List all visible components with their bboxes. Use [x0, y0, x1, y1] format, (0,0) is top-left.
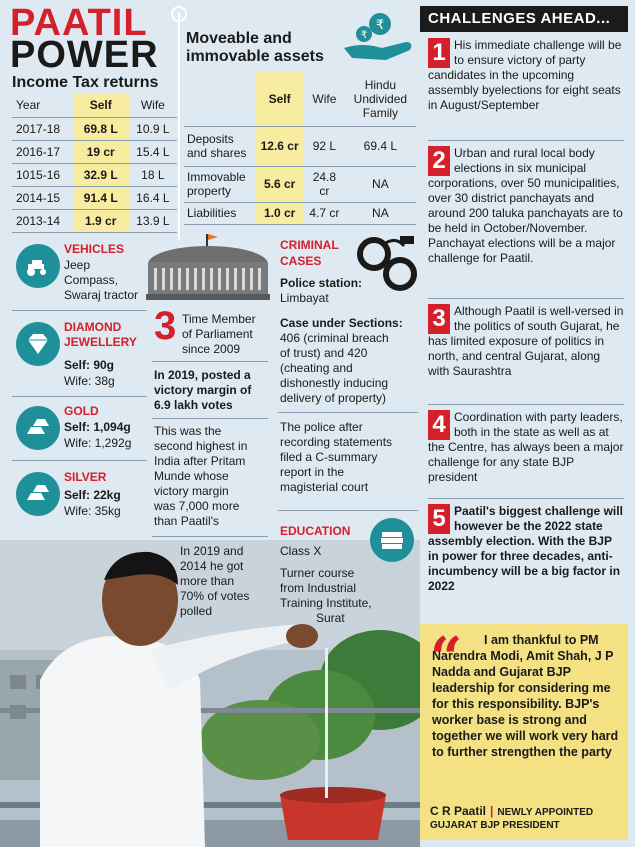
- quote-mark-icon: “: [430, 625, 463, 691]
- cell-huf: NA: [345, 166, 416, 202]
- svg-text:₹: ₹: [360, 30, 368, 41]
- second-line4: Munde whose: [154, 469, 229, 483]
- sections-line5: dishonestly inducing: [280, 376, 389, 390]
- title-line1: PAATIL: [10, 2, 148, 44]
- assets-heading: [186, 30, 324, 66]
- margin-line3: 6.9 lakh votes: [154, 398, 233, 412]
- title-line2: POWER: [10, 34, 159, 76]
- police-line3: filed a C-summary: [280, 450, 378, 464]
- challenge-item: [428, 304, 624, 379]
- quote-box: [420, 624, 628, 840]
- sections-line2: 406 (criminal breach: [280, 331, 389, 345]
- second-line6: was 7,000 more: [154, 499, 240, 513]
- vehicles-line3: Swaraj tractor: [64, 288, 139, 302]
- education-line5: Surat: [316, 611, 345, 625]
- table-header-row: [12, 94, 177, 117]
- cell-label: Liabilities: [184, 202, 255, 224]
- education-line3: from Industrial: [280, 581, 357, 595]
- challenge-text: Paatil's biggest challenge will however be the 2022 state assembly election. With the BJP in power for three decades, anti-incumbency will be a big factor in 2022: [428, 504, 623, 593]
- station-line1: Police station:: [280, 276, 363, 290]
- cell-label: Deposits and shares: [184, 126, 255, 166]
- handcuffs-icon: [356, 226, 420, 296]
- divider: [12, 396, 147, 397]
- table-row: [184, 126, 416, 166]
- cell-wife: 15.4 L: [129, 140, 177, 163]
- header-self: Self: [73, 94, 129, 117]
- police-line2: recording statements: [280, 435, 393, 449]
- books-icon: [370, 518, 414, 562]
- cell-huf: NA: [345, 202, 416, 224]
- cell-self: 12.6 cr: [255, 126, 304, 166]
- cell-year: 2013-14: [12, 209, 73, 232]
- vehicles-line1: Jeep: [64, 258, 91, 272]
- cell-wife: 16.4 L: [129, 186, 177, 209]
- gold-wife: Wife: 1,292g: [64, 436, 132, 450]
- sections-line1: Case under Sections:: [280, 316, 403, 330]
- cell-wife: 92 L: [304, 126, 345, 166]
- silver-title: SILVER: [64, 470, 107, 484]
- header-huf: Hindu Undivided Family: [345, 72, 416, 126]
- challenge-number: 5: [428, 504, 450, 534]
- cell-self: 5.6 cr: [255, 166, 304, 202]
- station-line2: Limbayat: [280, 291, 329, 305]
- margin-line2: victory margin of: [154, 383, 252, 397]
- gold-bars-icon: [16, 406, 60, 450]
- cell-label: Immovable property: [184, 166, 255, 202]
- money-hand-icon: [342, 8, 416, 62]
- cell-wife: 4.7 cr: [304, 202, 345, 224]
- income-tax-heading: Income Tax returns: [12, 74, 159, 91]
- diamond-title-line2: JEWELLERY: [64, 335, 137, 349]
- quote-separator: |: [490, 804, 494, 818]
- challenge-number: 3: [428, 304, 450, 334]
- parliament-line3: since 2009: [182, 342, 241, 356]
- divider: [428, 404, 624, 405]
- cell-wife: 13.9 L: [129, 209, 177, 232]
- challenge-item: [428, 504, 624, 594]
- gold-title: GOLD: [64, 404, 99, 418]
- quote-role-line2: GUJARAT BJP PRESIDENT: [430, 820, 560, 831]
- table-row: [12, 117, 177, 140]
- divider: [428, 140, 624, 141]
- divider: [152, 536, 268, 537]
- cell-self: 1.9 cr: [73, 209, 129, 232]
- divider: [278, 412, 418, 413]
- second-line5: victory margin: [154, 484, 229, 498]
- income-tax-table: [12, 94, 177, 233]
- challenge-text: Although Paatil is well-versed in the politics of south Gujarat, he has limited exposure of politics in north, and central Gujarat, along with Saurashtra: [428, 304, 624, 378]
- table-header-row: [184, 72, 416, 126]
- second-line1: This was the: [154, 424, 222, 438]
- svg-text:₹: ₹: [375, 18, 385, 33]
- votes-line5: polled: [180, 604, 213, 618]
- vehicles-title: VEHICLES: [64, 242, 125, 256]
- header-self: Self: [255, 72, 304, 126]
- challenges-heading: CHALLENGES AHEAD...: [420, 6, 628, 32]
- diamond-wife: Wife: 38g: [64, 374, 115, 388]
- table-row: [12, 163, 177, 186]
- header-year: Year: [12, 94, 73, 117]
- assets-heading-line1: Moveable and: [186, 30, 292, 47]
- sections-line3: of trust) and 420: [280, 346, 368, 360]
- table-row: [12, 186, 177, 209]
- quote-role-line1: NEWLY APPOINTED: [497, 807, 594, 818]
- cell-self: 32.9 L: [73, 163, 129, 186]
- silver-bars-icon: [16, 472, 60, 516]
- challenge-item: [428, 146, 624, 266]
- silver-self: Self: 22kg: [64, 488, 121, 502]
- tractor-icon: [16, 244, 60, 288]
- diamond-self: Self: 90g: [64, 358, 115, 372]
- police-line5: magisterial court: [280, 480, 369, 494]
- term-count: 3: [154, 304, 177, 348]
- parliament-building-icon: [146, 234, 270, 300]
- votes-line3: more than: [180, 574, 235, 588]
- challenge-text: His immediate challenge will be to ensure victory of party candidates in the upcoming assembly byelections for eight seats in August/September: [428, 38, 622, 112]
- challenge-number: 4: [428, 410, 450, 440]
- education-line4: Training Institute,: [280, 596, 372, 610]
- education-title: EDUCATION: [280, 524, 351, 538]
- challenge-item: [428, 38, 624, 113]
- second-line7: than Paatil's: [154, 514, 219, 528]
- parliament-line1: Time Member: [182, 312, 256, 326]
- vehicles-line2: Compass,: [64, 273, 119, 287]
- cell-wife: 24.8 cr: [304, 166, 345, 202]
- pin-line: [178, 12, 180, 240]
- police-line4: report in the: [280, 465, 345, 479]
- sections-line6: delivery of property): [280, 391, 387, 405]
- header-wife: Wife: [304, 72, 345, 126]
- divider: [428, 498, 624, 499]
- assets-table: [184, 72, 416, 225]
- table-row: [184, 166, 416, 202]
- table-row: [12, 209, 177, 232]
- cell-wife: 18 L: [129, 163, 177, 186]
- sections-line4: (cheating and: [280, 361, 353, 375]
- table-row: [12, 140, 177, 163]
- votes-line2: 2014 he got: [180, 559, 244, 573]
- parliament-line2: of Parliament: [182, 327, 253, 341]
- cell-year: 2016-17: [12, 140, 73, 163]
- challenge-number: 2: [428, 146, 450, 176]
- table-row: [184, 202, 416, 224]
- divider: [278, 510, 418, 511]
- cell-wife: 10.9 L: [129, 117, 177, 140]
- quote-name: C R Paatil: [430, 804, 487, 818]
- challenge-number: 1: [428, 38, 450, 68]
- divider: [12, 310, 147, 311]
- challenge-text: Coordination with party leaders, both in the state as well as at the Centre, has always been a major challenge for any state BJP president: [428, 410, 624, 484]
- divider: [12, 460, 147, 461]
- cell-year: 2014-15: [12, 186, 73, 209]
- challenge-text: Urban and rural local body elections in six municipal corporations, over 50 municipalities, over 30 district panchayats and around 200 taluka panchayats are to be held in October/November. Panchayat elections will be a major challenge for Paatil.: [428, 146, 623, 265]
- education-line2: Turner course: [280, 566, 355, 580]
- divider: [428, 298, 624, 299]
- challenge-item: [428, 410, 624, 485]
- cell-self: 19 cr: [73, 140, 129, 163]
- cell-huf: 69.4 L: [345, 126, 416, 166]
- diamond-icon: [16, 322, 60, 366]
- divider: [152, 361, 268, 362]
- cell-self: 69.8 L: [73, 117, 129, 140]
- cell-year: 2017-18: [12, 117, 73, 140]
- quote-text: I am thankful to PM Narendra Modi, Amit Shah, J P Nadda and Gujarat BJP leadership for considering me for this responsibility. BJP's worker base is strong and together we will work very hard to further strengthen the party: [432, 633, 619, 759]
- second-line2: second highest in: [154, 439, 248, 453]
- quote-attribution: [430, 804, 593, 818]
- divider: [152, 418, 268, 419]
- criminal-title-line1: CRIMINAL: [280, 238, 339, 252]
- second-line3: India after Pritam: [154, 454, 246, 468]
- cell-year: 1015-16: [12, 163, 73, 186]
- diamond-title-line1: DIAMOND: [64, 320, 122, 334]
- votes-line1: In 2019 and: [180, 544, 244, 558]
- education-line1: Class X: [280, 544, 322, 558]
- silver-wife: Wife: 35kg: [64, 504, 121, 518]
- police-line1: The police after: [280, 420, 363, 434]
- cell-self: 91.4 L: [73, 186, 129, 209]
- cell-self: 1.0 cr: [255, 202, 304, 224]
- criminal-title-line2: CASES: [280, 254, 322, 268]
- votes-line4: 70% of votes: [180, 589, 250, 603]
- margin-line1: In 2019, posted a: [154, 368, 251, 382]
- gold-self: Self: 1,094g: [64, 420, 131, 434]
- header-wife: Wife: [129, 94, 177, 117]
- assets-heading-line2: immovable assets: [186, 48, 324, 65]
